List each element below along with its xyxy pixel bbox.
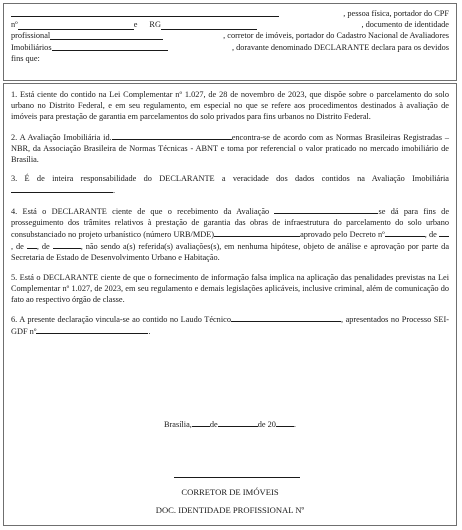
appraisal-ref-blank[interactable]: [11, 184, 116, 196]
sei-process-blank[interactable]: [36, 325, 151, 337]
rg-blank[interactable]: [161, 21, 257, 30]
header-line-1: [11, 8, 449, 19]
item-4: [11, 205, 449, 264]
item-6-text-a: 6. A presente declaração vincula-se ao contido no Laudo Técnico: [11, 315, 231, 325]
item-6-text-c: .: [148, 327, 151, 337]
item-3-text-b: .: [113, 186, 116, 196]
item-4-text-f: , de: [36, 242, 50, 252]
cnai-blank[interactable]: [52, 42, 168, 51]
date-line: [4, 418, 456, 430]
technical-report-blank[interactable]: [231, 313, 341, 322]
appraisal-receipt-blank[interactable]: [274, 205, 378, 214]
header-text-4: , doravante denominado DECLARANTE declara para os devidos: [231, 42, 449, 52]
item-5: 5. Está o DECLARANTE ciente de que o fornecimento de informação falsa implica na aplicação das penalidades previstas na Lei Complementar nº 1.027, de 2023, em seu regulamento e demais legislações aplicáveis, inclusive criminal, além de comunicação do fato ao respectivo órgão de classe.: [11, 272, 449, 305]
item-2: [11, 131, 449, 166]
header-line-4: [11, 42, 449, 53]
date-de-2: de 20: [257, 420, 276, 429]
item-2-text-a: 2. A Avaliação Imobiliária id.: [11, 132, 112, 142]
and-text: e: [133, 20, 138, 30]
cpf-label: nº: [11, 20, 18, 30]
item-1: 1. Está ciente do contido na Lei Complementar nº 1.027, de 28 de novembro de 2023, que dispõe sobre o parcelamento do solo urbano no Distrito Federal, e em seu regulamento, em especial no que se refere aos procedimentos destinados à avaliação de imóveis para prestação de garantia em parcelamentos do solo privados para fins urbanos no Distrito Federal.: [11, 90, 449, 122]
item-4-text-a: 4. Está o DECLARANTE ciente de que o recebimento da Avaliação: [11, 206, 270, 216]
item-4-text-d: , de: [424, 230, 437, 240]
name-blank[interactable]: [11, 8, 279, 17]
item-2-text-b: encontra-se de acordo com as Normas Brasileiras Registradas – NBR, da Associação Brasileira de Normas Técnicas - ABNT e toma por referencial o valor praticado no mercado imobiliário de Brasília.: [11, 132, 449, 165]
cnai-label: Imobiliários: [11, 42, 52, 52]
identification-box: [3, 3, 457, 81]
item-6-text-b: , apresentados no Processo SEI-GDF nº: [11, 315, 449, 337]
declarations-box: [3, 83, 457, 526]
day-blank[interactable]: [192, 418, 210, 427]
decree-month-blank[interactable]: [27, 240, 37, 249]
date-de-1: de: [209, 420, 218, 429]
item-6: [11, 313, 449, 337]
professional-doc-blank[interactable]: [50, 31, 163, 40]
item-4-text-c: aprovado pelo Decreto nº: [300, 230, 385, 240]
decree-year-blank[interactable]: [53, 240, 81, 249]
month-blank[interactable]: [218, 418, 258, 427]
item-4-text-b: se dá para fins de prosseguimento dos trâmites relativos à prestação de garantia das obras de infraestrutura do parcelamento do solo urbano consubstanciado no projeto urbanístico (número URB/MDE): [11, 206, 450, 240]
date-end: .: [293, 420, 296, 429]
appraisal-id-blank[interactable]: [112, 131, 232, 140]
item-4-text-g: , não sendo a(s) referida(s) avaliações(s), em nenhuma hipótese, objeto de análise e aprovação por parte da Secretaria de Estado de Desenvolvimento Urbano e Habitação.: [11, 242, 450, 263]
decree-day-blank[interactable]: [439, 228, 449, 237]
header-text-2: , documento de identidade: [361, 20, 449, 30]
header-line-2: [11, 19, 449, 30]
urb-mde-blank[interactable]: [214, 228, 300, 237]
signature-role: CORRETOR DE IMÓVEIS: [181, 487, 279, 497]
decree-number-blank[interactable]: [385, 228, 425, 237]
header-line-3: [11, 30, 449, 41]
header-text-1: , pessoa física, portador do CPF: [343, 9, 449, 18]
cpf-blank[interactable]: [18, 21, 134, 30]
item-3-text-a: 3. É de inteira responsabilidade do DECLARANTE a veracidade dos dados contidos na Avaliação Imobiliária: [11, 174, 449, 184]
signature-doc: DOC. IDENTIDADE PROFISSIONAL Nº: [155, 505, 305, 515]
year-blank[interactable]: [276, 418, 294, 427]
item-4-text-e: , de: [11, 242, 24, 252]
professional-label: profissional: [11, 31, 51, 41]
city-text: Brasília,: [163, 420, 192, 429]
item-3: [11, 173, 449, 196]
header-text-5: fins que:: [11, 53, 40, 63]
rg-label: RG: [149, 20, 161, 30]
header-text-3: , corretor de imóveis, portador do Cadastro Nacional de Avaliadores: [223, 31, 449, 41]
signature-line[interactable]: [174, 477, 300, 478]
